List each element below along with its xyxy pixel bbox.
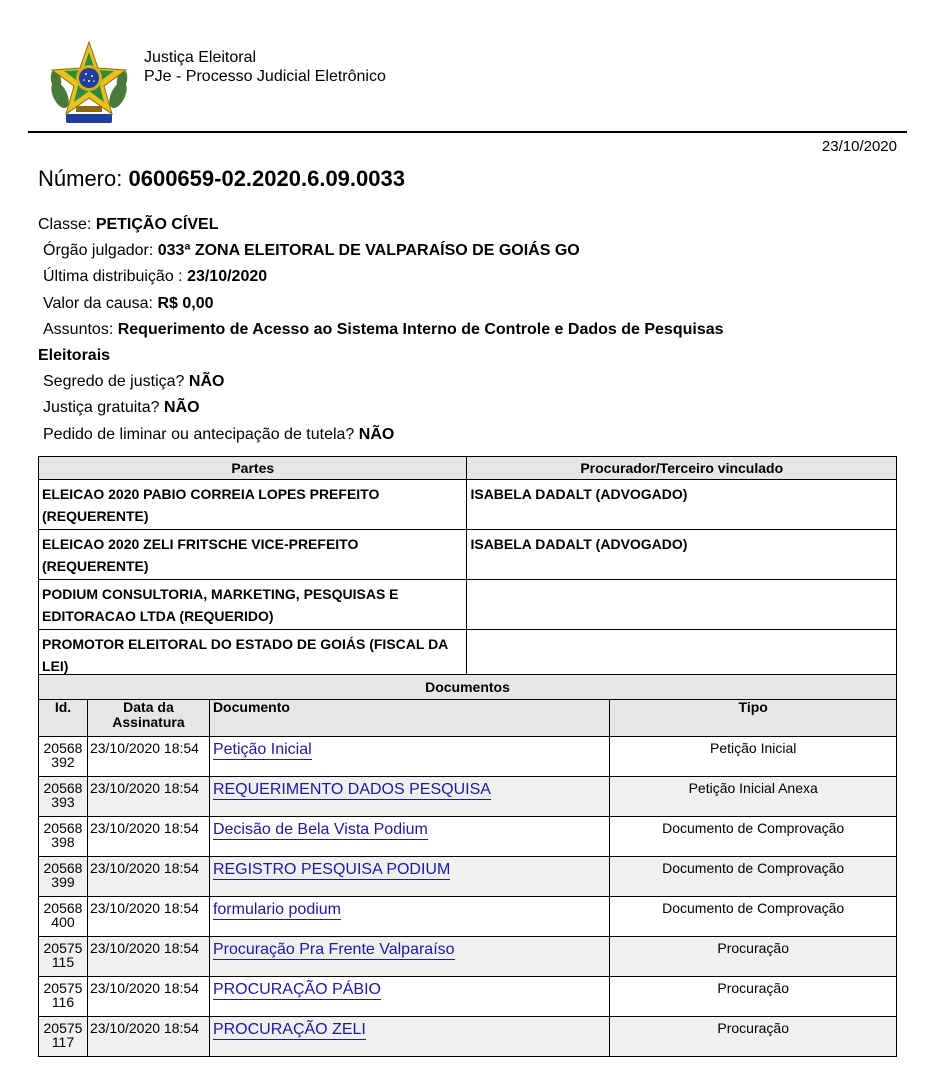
table-row [39,977,897,1017]
doc-id-part2: 398 [51,834,75,850]
liminar-value: NÃO [358,425,395,443]
brazil-coat-of-arms-icon [46,40,132,128]
page-header [0,0,930,135]
doc-link[interactable]: Petição Inicial [212,741,312,758]
classe-value: PETIÇÃO CÍVEL [95,216,219,233]
doc-type: Procuração [610,937,897,977]
doc-id-part1: 20575 [43,940,83,956]
doc-id-part1: 20568 [43,780,83,796]
doc-id-part1: 20568 [43,740,83,756]
partes-header-row [39,457,897,480]
doc-type: Procuração [610,977,897,1017]
doc-id-part1: 20568 [43,860,83,876]
procurador-header: Procurador/Terceiro vinculado [467,457,897,480]
doc-link[interactable]: REQUERIMENTO DADOS PESQUISA [212,781,491,798]
doc-link[interactable]: PROCURAÇÃO PÁBIO [212,981,381,998]
doc-date: 23/10/2020 18:54 [87,737,209,777]
orgao-label: Órgão julgador: [43,242,154,260]
doc-cell [209,937,609,977]
documentos-title-row [39,675,897,700]
procurador-cell: ISABELA DADALT (ADVOGADO) [467,530,897,580]
documentos-header-row [39,700,897,737]
table-row [39,777,897,817]
procurador-cell [467,630,897,680]
documento-header: Documento [209,700,609,737]
doc-cell [209,777,609,817]
data-header-line2: Assinatura [112,714,185,730]
distribuicao-row [38,264,898,290]
gratuita-value: NÃO [163,399,200,417]
documentos-title: Documentos [39,675,897,700]
doc-cell [209,857,609,897]
process-number-label: Número: [38,166,123,191]
header-divider [28,131,907,133]
doc-link[interactable]: Decisão de Bela Vista Podium [212,821,428,838]
doc-id [39,937,88,977]
valor-row [38,291,898,317]
table-row [39,530,897,580]
table-row [39,737,897,777]
doc-id-part2: 392 [51,754,75,770]
doc-type: Procuração [610,1017,897,1057]
table-row [39,480,897,530]
doc-id-part2: 393 [51,794,75,810]
valor-label: Valor da causa: [43,294,153,312]
orgao-row [38,238,898,264]
doc-link[interactable]: formulario podium [212,901,341,918]
doc-type: Petição Inicial [610,737,897,777]
doc-date: 23/10/2020 18:54 [87,977,209,1017]
doc-date: 23/10/2020 18:54 [87,857,209,897]
assuntos-row-cont [38,343,898,369]
table-row [39,580,897,630]
distribuicao-value: 23/10/2020 [187,268,268,286]
liminar-label: Pedido de liminar ou antecipação de tutela? [43,425,355,443]
doc-id-part2: 400 [51,914,75,930]
doc-cell [209,897,609,937]
segredo-row [38,369,898,395]
doc-date: 23/10/2020 18:54 [87,817,209,857]
parte-cell: ELEICAO 2020 ZELI FRITSCHE VICE-PREFEITO (REQUERENTE) [39,530,467,580]
doc-id-part1: 20575 [43,1020,83,1036]
doc-link[interactable]: Procuração Pra Frente Valparaíso [212,941,455,958]
tipo-header: Tipo [610,700,897,737]
doc-id [39,737,88,777]
doc-id [39,977,88,1017]
doc-cell [209,977,609,1017]
table-row [39,1017,897,1057]
distribuicao-label: Última distribuição : [43,268,183,286]
classe-label: Classe: [38,216,92,233]
system-name: PJe - Processo Judicial Eletrônico [144,68,386,85]
gratuita-label: Justiça gratuita? [43,399,160,417]
doc-type: Documento de Comprovação [610,897,897,937]
data-header-line1: Data da [123,699,174,715]
parte-cell: ELEICAO 2020 PABIO CORREIA LOPES PREFEITO (REQUERENTE) [39,480,467,530]
doc-id [39,1017,88,1057]
data-header [87,700,209,737]
doc-cell [209,737,609,777]
org-name: Justiça Eleitoral [144,49,257,66]
assuntos-value: Requerimento de Acesso ao Sistema Interno de Controle e Dados de Pesquisas [117,320,724,338]
table-row [39,897,897,937]
doc-link[interactable]: REGISTRO PESQUISA PODIUM [212,861,451,878]
doc-cell [209,817,609,857]
table-row [39,630,897,680]
partes-table [38,456,897,680]
doc-id-part2: 399 [51,874,75,890]
procurador-cell [467,580,897,630]
doc-id-part2: 116 [51,994,75,1010]
process-number-value: 0600659-02.2020.6.09.0033 [128,166,405,191]
doc-id-part2: 117 [51,1034,75,1050]
assuntos-value-cont: Eleitorais [38,347,111,365]
table-row [39,937,897,977]
classe-row [38,212,898,238]
assuntos-row [38,317,898,343]
parte-cell: PROMOTOR ELEITORAL DO ESTADO DE GOIÁS (FISCAL DA LEI) [39,630,467,680]
doc-id-part1: 20568 [43,820,83,836]
doc-id [39,817,88,857]
process-number [38,166,405,192]
procurador-cell: ISABELA DADALT (ADVOGADO) [467,480,897,530]
valor-value: R$ 0,00 [157,294,214,312]
doc-type: Documento de Comprovação [610,817,897,857]
gratuita-row [38,395,898,421]
documentos-table [38,674,897,1057]
doc-date: 23/10/2020 18:54 [87,1017,209,1057]
doc-date: 23/10/2020 18:54 [87,897,209,937]
parte-cell: PODIUM CONSULTORIA, MARKETING, PESQUISAS E EDITORACAO LTDA (REQUERIDO) [39,580,467,630]
doc-type: Petição Inicial Anexa [610,777,897,817]
table-row [39,817,897,857]
process-info [38,212,898,448]
orgao-value: 033ª ZONA ELEITORAL DE VALPARAÍSO DE GOIÁS GO [157,242,580,260]
table-row [39,857,897,897]
doc-id-part2: 115 [51,954,75,970]
doc-id-part1: 20575 [43,980,83,996]
partes-header: Partes [39,457,467,480]
doc-date: 23/10/2020 18:54 [87,937,209,977]
doc-type: Documento de Comprovação [610,857,897,897]
doc-date: 23/10/2020 18:54 [87,777,209,817]
id-header: Id. [39,700,88,737]
doc-id [39,777,88,817]
liminar-row [38,422,898,448]
doc-id-part1: 20568 [43,900,83,916]
doc-link[interactable]: PROCURAÇÃO ZELI [212,1021,366,1038]
assuntos-label: Assuntos: [43,320,114,338]
document-date: 23/10/2020 [821,138,897,155]
doc-cell [209,1017,609,1057]
doc-id [39,897,88,937]
segredo-value: NÃO [188,373,225,391]
doc-id [39,857,88,897]
segredo-label: Segredo de justiça? [43,373,185,391]
